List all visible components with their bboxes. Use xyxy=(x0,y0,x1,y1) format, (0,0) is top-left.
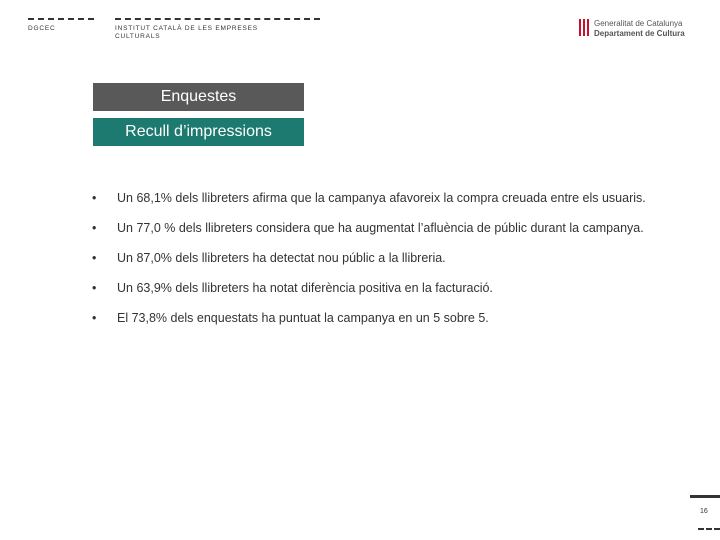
page-number: 16 xyxy=(700,508,708,515)
logo-line-1: Generalitat de Catalunya xyxy=(594,19,683,28)
logo-line-2: Departament de Cultura xyxy=(594,29,685,38)
bullet-marker: • xyxy=(92,191,97,205)
bullet-item xyxy=(92,310,672,326)
org-short-label: DGCEC xyxy=(28,25,56,32)
bullet-text: Un 87,0% dels llibreters ha detectat nou públic a la llibreria. xyxy=(117,251,446,265)
bullet-marker: • xyxy=(92,251,97,265)
slide-subtitle: Recull d’impressions xyxy=(93,118,304,146)
bullet-marker: • xyxy=(92,311,97,325)
bullet-marker: • xyxy=(92,281,97,295)
institute-label: INSTITUT CATALÀ DE LES EMPRESES CULTURALS xyxy=(115,25,258,40)
slide-title: Enquestes xyxy=(93,83,304,111)
footer-dash-rule xyxy=(698,528,720,530)
bullet-marker: • xyxy=(92,221,97,235)
header-rule-center xyxy=(115,18,320,20)
bullet-text: Un 77,0 % dels llibreters considera que ha augmentat l’afluència de públic durant la campanya. xyxy=(117,221,644,235)
bullet-item xyxy=(92,280,672,296)
bullet-item xyxy=(92,190,672,206)
bullet-item xyxy=(92,220,672,236)
bullet-item xyxy=(92,250,672,266)
senyera-icon xyxy=(578,19,590,36)
footer-rule xyxy=(690,495,720,498)
bullet-text: Un 68,1% dels llibreters afirma que la campanya afavoreix la compra creuada entre els usuaris. xyxy=(117,191,646,205)
generalitat-logo xyxy=(578,18,698,40)
bullet-text: El 73,8% dels enquestats ha puntuat la campanya en un 5 sobre 5. xyxy=(117,311,489,325)
bullet-list xyxy=(92,190,672,326)
header-rule-left xyxy=(28,18,94,20)
bullet-text: Un 63,9% dels llibreters ha notat diferència positiva en la facturació. xyxy=(117,281,493,295)
